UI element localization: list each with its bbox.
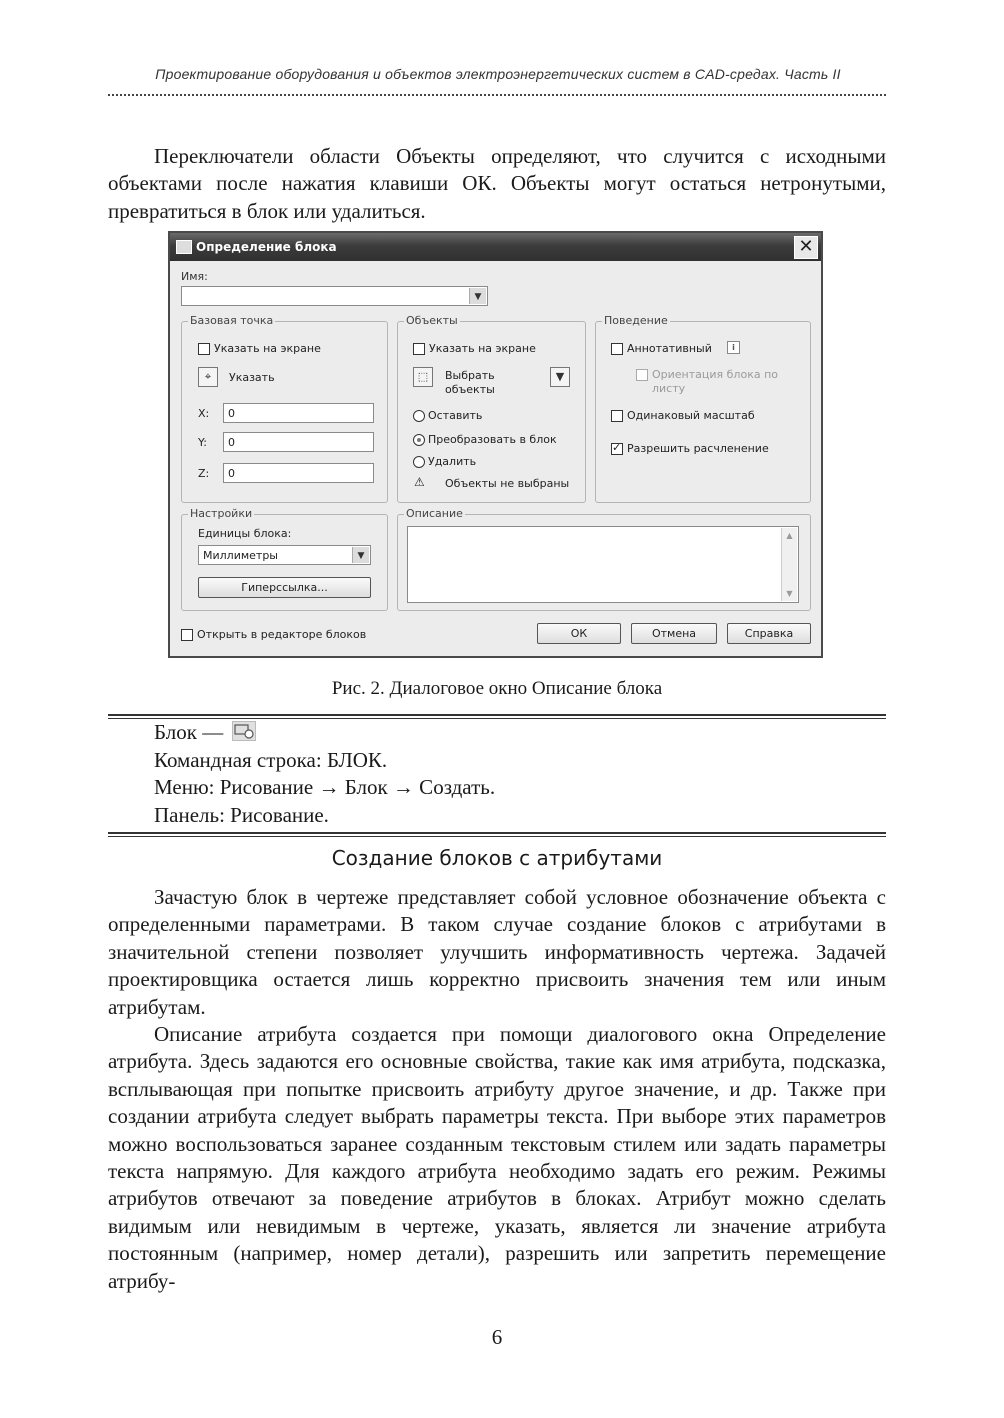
y-label: Y: <box>198 436 207 449</box>
panel-path: Панель: Рисование. <box>154 803 329 827</box>
objects-group <box>397 314 586 503</box>
command-line: Командная строка: БЛОК. <box>154 748 388 772</box>
pick-point-label: Указать <box>229 371 275 384</box>
retain-radio[interactable] <box>413 410 425 422</box>
block-unit-select[interactable] <box>198 545 371 565</box>
uniform-scale-label: Одинаковый масштаб <box>627 409 755 422</box>
scroll-up-icon[interactable]: ▲ <box>786 531 793 540</box>
commands-bottom-rule <box>108 832 886 837</box>
allow-explode-checkbox[interactable] <box>611 443 623 455</box>
block-unit-label: Единицы блока: <box>198 527 292 540</box>
objects-specify-label: Указать на экране <box>429 342 536 355</box>
cancel-button[interactable]: Отмена <box>631 623 717 644</box>
select-objects-icon[interactable]: ⬚ <box>413 367 433 387</box>
open-in-editor-checkbox[interactable] <box>181 629 193 641</box>
name-combobox[interactable] <box>181 286 488 306</box>
base-point-specify-label: Указать на экране <box>214 342 321 355</box>
annotative-checkbox[interactable] <box>611 343 623 355</box>
block-label: Блок — <box>154 720 224 744</box>
scroll-down-icon[interactable]: ▼ <box>786 589 793 598</box>
open-in-editor-label: Открыть в редакторе блоков <box>197 628 367 641</box>
chevron-down-icon[interactable]: ▼ <box>352 547 369 563</box>
convert-to-block-label: Преобразовать в блок <box>428 433 557 446</box>
uniform-scale-checkbox[interactable] <box>611 410 623 422</box>
running-header: Проектирование оборудования и объектов электроэнергетических систем в CAD-средах. Часть II <box>155 66 841 82</box>
allow-explode-label: Разрешить расчленение <box>627 442 769 455</box>
base-point-specify-checkbox[interactable] <box>198 343 210 355</box>
x-input[interactable]: 0 <box>223 403 374 423</box>
description-legend: Описание <box>406 507 463 520</box>
description-scrollbar[interactable] <box>781 528 797 601</box>
objects-specify-checkbox[interactable] <box>413 343 425 355</box>
figure-caption: Рис. 2. Диалоговое окно Описание блока <box>331 678 663 699</box>
section-heading: Создание блоков с атрибутами <box>331 846 663 870</box>
match-orientation-checkbox[interactable] <box>636 369 648 381</box>
paragraph-1: Зачастую блок в чертеже представляет собой условное обозначение объекта с определенными параметрами. В таком случае создание блоков с атрибутами в значительной степени позволяет улучшить информативность чертежа. Задачей проектировщика остается лишь корректно присвоить значения тем или иным атрибутам. <box>108 885 886 1019</box>
block-command-line <box>154 720 256 745</box>
settings-legend: Настройки <box>190 507 253 520</box>
settings-group <box>181 507 388 611</box>
y-input[interactable]: 0 <box>223 432 374 452</box>
help-button[interactable]: Справка <box>727 623 811 644</box>
dialog-title: Определение блока <box>196 240 337 254</box>
chevron-down-icon[interactable]: ▼ <box>469 288 486 304</box>
match-orientation-label: Ориентация блока по листу <box>652 368 778 395</box>
app-icon <box>176 240 192 254</box>
retain-label: Оставить <box>428 409 483 422</box>
menu-path: Меню: Рисование → Блок → Создать. <box>154 775 496 799</box>
dialog-titlebar[interactable] <box>170 233 821 261</box>
block-definition-dialog <box>168 231 823 658</box>
behavior-legend: Поведение <box>604 314 668 327</box>
delete-label: Удалить <box>428 455 477 468</box>
x-label: X: <box>198 407 210 420</box>
base-point-group <box>181 314 388 503</box>
none-selected-label: Объекты не выбраны <box>445 477 570 490</box>
quick-select-icon[interactable]: ▼ <box>550 367 570 387</box>
pick-point-icon[interactable]: ⌖ <box>198 367 218 387</box>
block-unit-value: Миллиметры <box>203 549 278 562</box>
description-group <box>397 507 811 611</box>
select-objects-label: Выбрать объекты <box>445 369 495 396</box>
close-button[interactable]: ✕ <box>794 236 818 259</box>
base-point-legend: Базовая точка <box>190 314 274 327</box>
behavior-group <box>595 314 811 503</box>
annotative-label: Аннотативный <box>627 342 712 355</box>
objects-legend: Объекты <box>406 314 458 327</box>
z-input[interactable]: 0 <box>223 463 374 483</box>
page-number: 6 <box>491 1325 503 1349</box>
name-label: Имя: <box>181 270 208 283</box>
intro-paragraph: Переключатели области Объекты определяют, что случится с исходными объектами после нажатия клавиши ОК. Объекты могут остаться нетронутыми, превратиться в блок или удалиться. <box>108 144 886 223</box>
paragraph-2: Описание атрибута создается при помощи диалогового окна Определение атрибута. Здесь задаются его основные свойства, такие как имя атрибута, подсказка, всплывающая при попытке присвоить атрибуту другое значение, и др. Также при создании атрибута следует выбрать параметры текста. При выборе этих параметров можно воспользоваться заранее созданным текстовым стилем или задать параметры текста напрямую. Для каждого атрибута необходимо задать его режим. Режимы атрибутов отвечают за поведение атрибутов в блоках. Атрибут можно сделать видимым или невидимым в чертеже, указать, является ли значение атрибута постоянным (например, номер детали), разрешить или запретить перемещение атрибу- <box>108 1022 886 1293</box>
block-tool-icon <box>232 721 256 741</box>
header-rule <box>108 94 886 96</box>
z-label: Z: <box>198 467 210 480</box>
hyperlink-button[interactable]: Гиперссылка... <box>198 577 371 598</box>
warning-icon: ⚠ <box>414 475 425 489</box>
commands-top-rule <box>108 714 886 719</box>
info-icon[interactable]: i <box>727 341 740 354</box>
delete-radio[interactable] <box>413 456 425 468</box>
ok-button[interactable]: ОК <box>537 623 621 644</box>
convert-to-block-radio[interactable] <box>413 434 425 446</box>
description-textarea[interactable] <box>407 526 799 603</box>
